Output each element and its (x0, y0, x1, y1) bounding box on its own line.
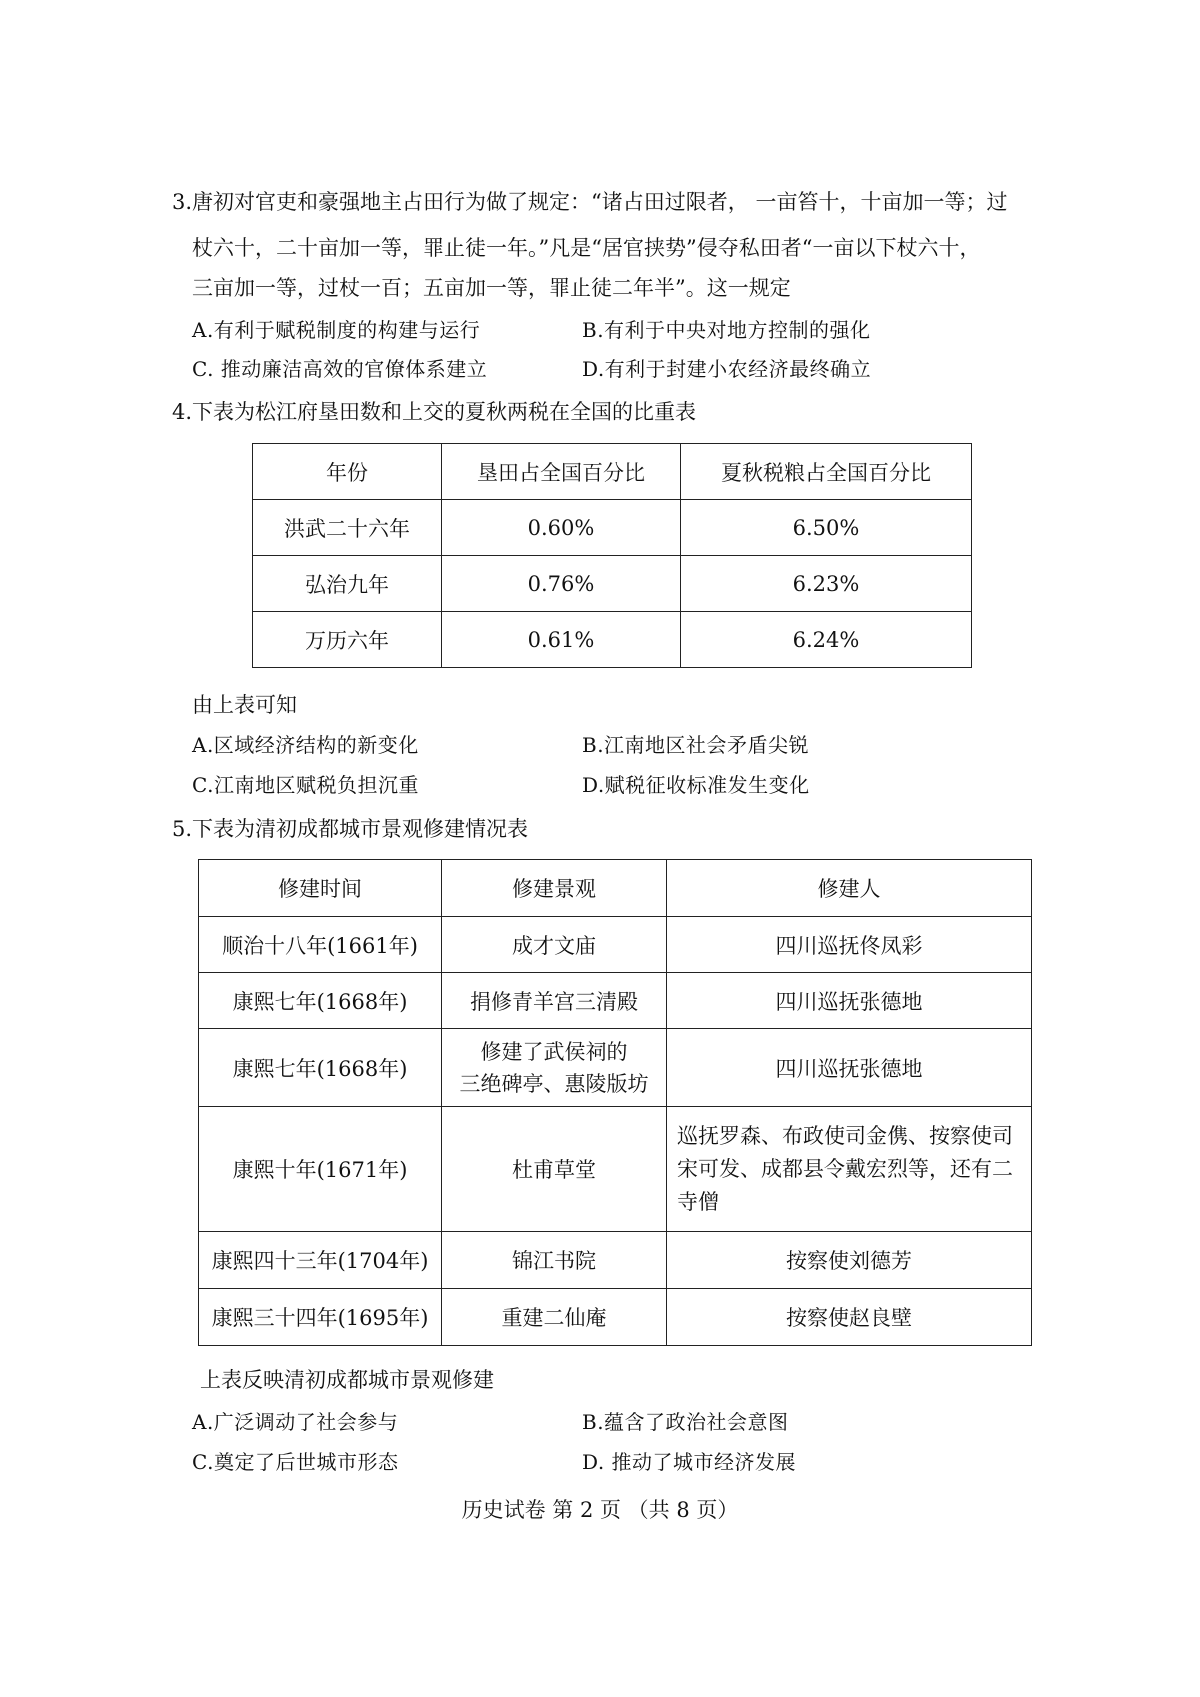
q3-option-a: A.有利于赋税制度的构建与运行 (192, 318, 481, 342)
q5-cell-time: 康熙七年(1668年) (199, 973, 442, 1029)
q5-cell-time: 康熙三十四年(1695年) (199, 1289, 442, 1346)
q4-cell-year: 洪武二十六年 (253, 500, 442, 556)
q5-header-time: 修建时间 (199, 860, 442, 917)
q4-cell-land: 0.61% (442, 612, 681, 668)
q4-header-land: 垦田占全国百分比 (442, 444, 681, 500)
q4-lead: 由上表可知 (192, 693, 297, 717)
q5-option-a: A.广泛调动了社会参与 (192, 1410, 399, 1434)
q5-cell-site (442, 1029, 667, 1107)
q5-option-d: D. 推动了城市经济发展 (582, 1450, 797, 1474)
q4-cell-tax: 6.23% (681, 556, 972, 612)
q4-option-b: B.江南地区社会矛盾尖锐 (582, 733, 810, 757)
q4-stem: 4.下表为松江府垦田数和上交的夏秋两税在全国的比重表 (172, 400, 697, 424)
q3-stem-line-2: 杖六十，二十亩加一等，罪止徒一年。”凡是“居官挟势”侵夺私田者“一亩以下杖六十， (192, 236, 981, 260)
q4-cell-tax: 6.24% (681, 612, 972, 668)
q5-cell-builder (667, 1107, 1032, 1232)
q4-table-header-row (253, 444, 972, 500)
q5-cell-builder: 按察使赵良壁 (667, 1289, 1032, 1346)
q4-table (252, 443, 972, 668)
q3-stem-line-1: 3.唐初对官吏和豪强地主占田行为做了规定：“诸占田过限者， 一亩笞十，十亩加一等；过 (172, 190, 1008, 214)
q3-option-c: C. 推动廉洁高效的官僚体系建立 (192, 357, 488, 381)
q5-cell-builder: 四川巡抚佟凤彩 (667, 917, 1032, 973)
q3-stem-line-3: 三亩加一等，过杖一百；五亩加一等，罪止徒二年半”。这一规定 (192, 276, 791, 300)
table-row (253, 500, 972, 556)
table-row (253, 612, 972, 668)
q5-cell-builder: 按察使刘德芳 (667, 1232, 1032, 1289)
q4-option-d: D.赋税征收标准发生变化 (582, 773, 810, 797)
q3-option-d: D.有利于封建小农经济最终确立 (582, 357, 872, 381)
table-row (199, 1107, 1032, 1232)
q4-header-tax: 夏秋税粮占全国百分比 (681, 444, 972, 500)
q4-option-c: C.江南地区赋税负担沉重 (192, 773, 419, 797)
table-row (199, 1029, 1032, 1107)
q5-cell-site: 成才文庙 (442, 917, 667, 973)
q4-option-a: A.区域经济结构的新变化 (192, 733, 419, 757)
q5-header-builder: 修建人 (667, 860, 1032, 917)
table-row (199, 917, 1032, 973)
q5-cell-time: 顺治十八年(1661年) (199, 917, 442, 973)
q5-cell-site: 杜甫草堂 (442, 1107, 667, 1232)
q5-cell-site-line: 修建了武侯祠的 (480, 1039, 628, 1064)
q5-lead: 上表反映清初成都城市景观修建 (200, 1368, 494, 1392)
table-row (199, 973, 1032, 1029)
q5-stem: 5.下表为清初成都城市景观修建情况表 (172, 817, 529, 841)
q5-cell-site: 锦江书院 (442, 1232, 667, 1289)
q4-header-year: 年份 (253, 444, 442, 500)
q5-cell-builder-line: 巡抚罗森、布政使司金㑺、按察使司 (677, 1123, 1013, 1148)
q5-table (198, 859, 1032, 1346)
q4-cell-land: 0.76% (442, 556, 681, 612)
q5-cell-site: 重建二仙庵 (442, 1289, 667, 1346)
page-footer: 历史试卷 第 2 页 （共 8 页） (461, 1498, 739, 1522)
q5-cell-site-line: 三绝碑亭、惠陵版坊 (459, 1071, 649, 1096)
q5-cell-builder-line: 寺僧 (677, 1189, 719, 1214)
table-row (253, 556, 972, 612)
q5-cell-site: 捐修青羊宫三清殿 (442, 973, 667, 1029)
table-row (199, 1289, 1032, 1346)
q5-cell-builder: 四川巡抚张德地 (667, 973, 1032, 1029)
table-row (199, 1232, 1032, 1289)
q4-cell-tax: 6.50% (681, 500, 972, 556)
q5-option-c: C.奠定了后世城市形态 (192, 1450, 399, 1474)
q5-cell-builder-line: 宋可发、成都县令戴宏烈等，还有二 (677, 1156, 1013, 1181)
q5-header-site: 修建景观 (442, 860, 667, 917)
q4-cell-year: 万历六年 (253, 612, 442, 668)
q5-cell-builder: 四川巡抚张德地 (667, 1029, 1032, 1107)
q5-cell-time: 康熙四十三年(1704年) (199, 1232, 442, 1289)
q5-cell-time: 康熙七年(1668年) (199, 1029, 442, 1107)
q3-option-b: B.有利于中央对地方控制的强化 (582, 318, 871, 342)
q5-option-b: B.蕴含了政治社会意图 (582, 1410, 789, 1434)
q5-table-header-row (199, 860, 1032, 917)
q4-cell-year: 弘治九年 (253, 556, 442, 612)
q4-cell-land: 0.60% (442, 500, 681, 556)
q5-cell-time: 康熙十年(1671年) (199, 1107, 442, 1232)
